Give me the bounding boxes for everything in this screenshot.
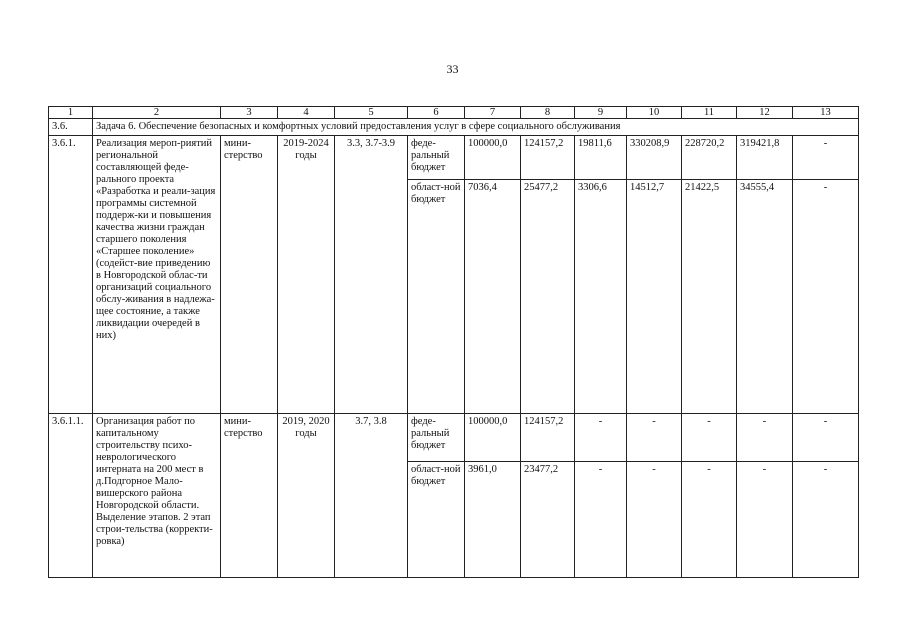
funding-source: феде-ральный бюджет [408, 136, 465, 180]
funding-value: 319421,8 [737, 136, 793, 180]
row-targets: 3.7, 3.8 [335, 414, 408, 578]
funding-source: област-ной бюджет [408, 462, 465, 578]
column-header: 10 [627, 107, 682, 119]
row-period: 2019-2024 годы [278, 136, 335, 414]
row-name: Реализация мероп-риятий региональной составляющей феде-рального проекта «Разработка и реали-зация программы системной поддерж-ки и повышения качества жизни граждан старшего поколения «Старшее поколение» (содейст-вие приведению в Новгородской облас-ти организаций социального обслу-живания в надлежа-щее состояние, а также ликвидации очередей в них) [93, 136, 221, 414]
column-header: 4 [278, 107, 335, 119]
funding-value: - [793, 462, 859, 578]
column-header: 12 [737, 107, 793, 119]
funding-value: - [793, 414, 859, 462]
table-row [49, 136, 859, 180]
funding-value: 25477,2 [521, 180, 575, 414]
funding-value: - [575, 414, 627, 462]
funding-value: 23477,2 [521, 462, 575, 578]
funding-value: 100000,0 [465, 136, 521, 180]
funding-value: - [627, 414, 682, 462]
column-number-row [49, 107, 859, 119]
row-code: 3.6.1. [49, 136, 93, 414]
row-name: Организация работ по капитальному строительству психо-неврологического интерната на 200 мест в д.Подгорное Мало-вишерского района Новгородской области. Выделение этапов. 2 этап строи-тельства (корректи-ровка) [93, 414, 221, 578]
task-text: Задача 6. Обеспечение безопасных и комфортных условий предоставления услуг в сфере социального обслуживания [93, 119, 859, 136]
funding-value: 330208,9 [627, 136, 682, 180]
funding-value: - [737, 414, 793, 462]
row-code: 3.6.1.1. [49, 414, 93, 578]
column-header: 7 [465, 107, 521, 119]
column-header: 1 [49, 107, 93, 119]
funding-value: 100000,0 [465, 414, 521, 462]
funding-value: 3961,0 [465, 462, 521, 578]
funding-value: 19811,6 [575, 136, 627, 180]
column-header: 13 [793, 107, 859, 119]
funding-value: 14512,7 [627, 180, 682, 414]
funding-value: 3306,6 [575, 180, 627, 414]
funding-source: феде-ральный бюджет [408, 414, 465, 462]
row-period: 2019, 2020 годы [278, 414, 335, 578]
row-executor: мини-стерство [221, 414, 278, 578]
task-code: 3.6. [49, 119, 93, 136]
funding-value: 124157,2 [521, 414, 575, 462]
funding-value: 21422,5 [682, 180, 737, 414]
row-executor: мини-стерство [221, 136, 278, 414]
column-header: 2 [93, 107, 221, 119]
funding-value: 228720,2 [682, 136, 737, 180]
funding-value: - [793, 136, 859, 180]
column-header: 6 [408, 107, 465, 119]
column-header: 5 [335, 107, 408, 119]
funding-value: - [575, 462, 627, 578]
funding-value: 7036,4 [465, 180, 521, 414]
task-row [49, 119, 859, 136]
column-header: 8 [521, 107, 575, 119]
funding-value: - [737, 462, 793, 578]
funding-value: - [682, 462, 737, 578]
page-number: 33 [446, 62, 459, 76]
funding-value: - [793, 180, 859, 414]
funding-value: 34555,4 [737, 180, 793, 414]
column-header: 3 [221, 107, 278, 119]
funding-value: 124157,2 [521, 136, 575, 180]
table-row [49, 414, 859, 462]
funding-value: - [627, 462, 682, 578]
row-targets: 3.3, 3.7-3.9 [335, 136, 408, 414]
column-header: 9 [575, 107, 627, 119]
program-table [48, 106, 859, 578]
funding-source: област-ной бюджет [408, 180, 465, 414]
column-header: 11 [682, 107, 737, 119]
funding-value: - [682, 414, 737, 462]
